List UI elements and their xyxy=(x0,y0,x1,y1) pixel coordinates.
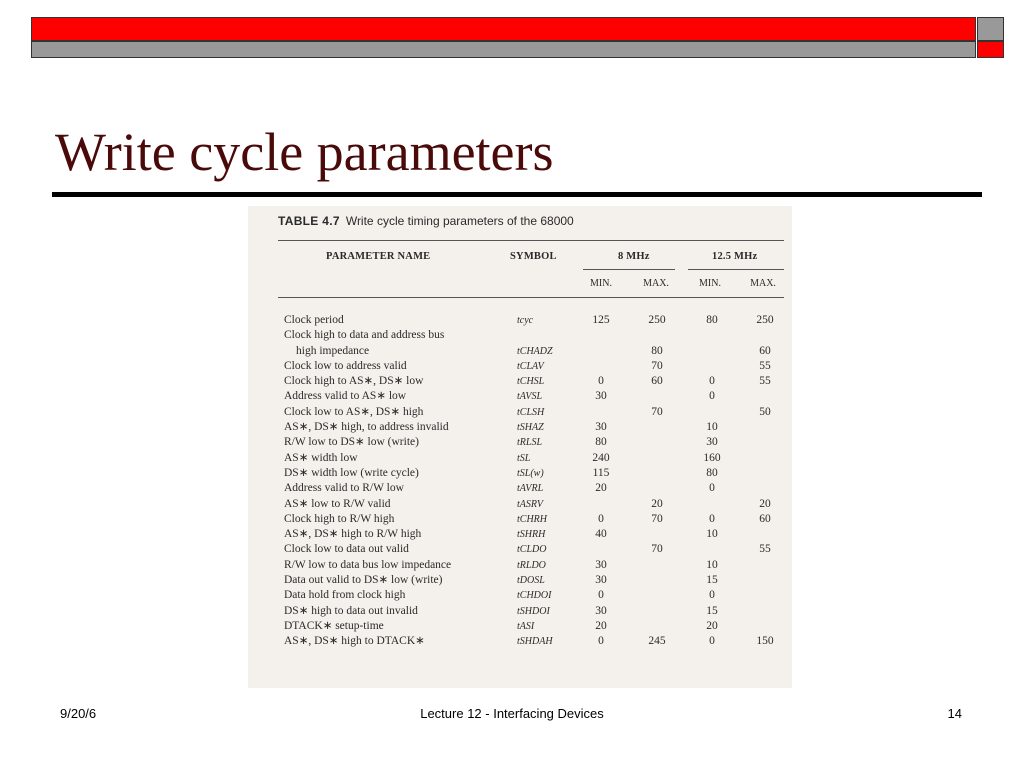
max-8mhz-cell: 250 xyxy=(648,314,666,326)
symbol-cell: tSHAZ xyxy=(517,422,544,434)
table-row xyxy=(248,619,792,634)
footer-title: Lecture 12 - Interfacing Devices xyxy=(420,706,604,721)
footer-date: 9/20/6 xyxy=(60,706,97,721)
max-12mhz-cell: 60 xyxy=(759,512,771,525)
min-12mhz-cell: 10 xyxy=(706,528,718,541)
symbol-cell: tASRV xyxy=(517,498,543,510)
header-square-red xyxy=(977,41,1004,58)
parameter-name-cell: AS∗ low to R/W valid xyxy=(284,497,391,510)
min-12mhz-cell: 0 xyxy=(709,589,715,602)
table-body xyxy=(248,313,792,650)
header-12mhz: 12.5 MHz xyxy=(712,251,758,262)
symbol-cell: tDOSL xyxy=(517,575,545,587)
parameter-name-cell: R/W low to data bus low impedance xyxy=(284,558,452,571)
title-underline xyxy=(52,192,982,197)
table-row xyxy=(248,527,792,542)
symbol-cell: tRLDO xyxy=(517,559,546,571)
max-12mhz-cell: 55 xyxy=(759,359,771,372)
header-8mhz-rule xyxy=(583,269,675,270)
header-max-12: MAX. xyxy=(750,278,776,289)
table-row xyxy=(248,374,792,389)
parameter-name-cell: Address valid to R/W low xyxy=(284,482,404,495)
symbol-cell: tcyc xyxy=(517,315,534,326)
max-8mhz-cell: 80 xyxy=(651,344,663,357)
table-caption xyxy=(278,214,574,228)
symbol-cell: tCHRH xyxy=(517,513,547,525)
table-row xyxy=(248,573,792,588)
parameter-name-cell: AS∗, DS∗ high to DTACK∗ xyxy=(284,635,425,648)
header-max-8: MAX. xyxy=(643,278,669,289)
symbol-cell: tSHRH xyxy=(517,529,546,541)
table-top-rule xyxy=(278,240,784,241)
max-12mhz-cell: 150 xyxy=(756,635,774,648)
symbol-cell: tAVRL xyxy=(517,483,544,495)
parameter-name-cell: Clock high to R/W high xyxy=(284,512,395,525)
min-8mhz-cell: 0 xyxy=(598,375,604,388)
symbol-cell: tCHDOI xyxy=(517,590,552,602)
parameter-name-cell: DS∗ high to data out invalid xyxy=(284,604,418,617)
min-8mhz-cell: 30 xyxy=(595,421,607,434)
parameter-name-cell: DTACK∗ setup-time xyxy=(284,619,384,632)
header-min-12: MIN. xyxy=(699,278,721,289)
table-row xyxy=(248,405,792,420)
min-12mhz-cell: 10 xyxy=(706,421,718,434)
max-8mhz-cell: 20 xyxy=(651,497,663,510)
parameter-name-cell: R/W low to DS∗ low (write) xyxy=(284,436,419,449)
parameter-name-cell: Clock low to address valid xyxy=(284,359,407,372)
min-8mhz-cell: 20 xyxy=(595,619,607,632)
parameter-name-cell: Clock high to AS∗, DS∗ low xyxy=(284,375,424,388)
max-8mhz-cell: 245 xyxy=(648,635,666,648)
header-symbol: SYMBOL xyxy=(510,251,557,262)
min-12mhz-cell: 0 xyxy=(709,375,715,388)
symbol-cell: tAVSL xyxy=(517,391,543,403)
max-12mhz-cell: 20 xyxy=(759,497,771,510)
min-8mhz-cell: 30 xyxy=(595,574,607,587)
parameter-name-cell: AS∗, DS∗ high, to address invalid xyxy=(284,421,449,434)
symbol-cell: tCHSL xyxy=(517,376,545,388)
table-row xyxy=(248,634,792,649)
parameter-name-cell: AS∗, DS∗ high to R/W high xyxy=(284,528,422,541)
table-row xyxy=(248,604,792,619)
min-8mhz-cell: 0 xyxy=(598,635,604,648)
max-12mhz-cell: 250 xyxy=(756,314,774,326)
table-row xyxy=(248,344,792,359)
min-12mhz-cell: 20 xyxy=(706,619,718,632)
max-12mhz-cell: 60 xyxy=(759,344,771,357)
max-12mhz-cell: 55 xyxy=(759,375,771,388)
min-12mhz-cell: 80 xyxy=(706,466,718,479)
min-12mhz-cell: 15 xyxy=(706,604,718,617)
header-parameter-name: PARAMETER NAME xyxy=(326,251,431,262)
parameter-name-cell: Data out valid to DS∗ low (write) xyxy=(284,574,443,587)
parameter-name-cell: Clock low to data out valid xyxy=(284,543,409,556)
symbol-cell: tCHADZ xyxy=(517,345,553,357)
max-12mhz-cell: 50 xyxy=(759,405,771,418)
table-row xyxy=(248,512,792,527)
min-8mhz-cell: 240 xyxy=(592,451,610,464)
header-12mhz-rule xyxy=(688,269,784,270)
table-label: TABLE 4.7 xyxy=(278,214,340,228)
parameter-name-cell: high impedance xyxy=(296,344,370,357)
max-12mhz-cell: 55 xyxy=(759,543,771,556)
table-row xyxy=(248,588,792,603)
min-8mhz-cell: 30 xyxy=(595,604,607,617)
symbol-cell: tSL(w) xyxy=(517,467,544,479)
parameter-name-cell: Clock period xyxy=(284,314,344,326)
header-bar-red xyxy=(31,17,976,41)
min-12mhz-cell: 0 xyxy=(709,512,715,525)
min-12mhz-cell: 15 xyxy=(706,574,718,587)
table-row xyxy=(248,451,792,466)
min-12mhz-cell: 80 xyxy=(706,314,718,326)
table-row xyxy=(248,328,792,343)
footer-page-number: 14 xyxy=(947,706,962,721)
min-12mhz-cell: 30 xyxy=(706,436,718,449)
min-12mhz-cell: 0 xyxy=(709,635,715,648)
table-row xyxy=(248,497,792,512)
min-8mhz-cell: 0 xyxy=(598,512,604,525)
table-row xyxy=(248,435,792,450)
symbol-cell: tSL xyxy=(517,452,531,464)
table-row xyxy=(248,359,792,374)
scanned-table-image xyxy=(248,206,792,688)
min-8mhz-cell: 30 xyxy=(595,558,607,571)
max-8mhz-cell: 70 xyxy=(651,512,663,525)
parameter-name-cell: AS∗ width low xyxy=(284,451,358,464)
min-12mhz-cell: 10 xyxy=(706,558,718,571)
min-8mhz-cell: 20 xyxy=(595,482,607,495)
table-row xyxy=(248,558,792,573)
parameter-name-cell: Address valid to AS∗ low xyxy=(284,390,407,403)
symbol-cell: tRLSL xyxy=(517,437,543,449)
min-8mhz-cell: 0 xyxy=(598,589,604,602)
table-row xyxy=(248,542,792,557)
slide-title: Write cycle parameters xyxy=(55,122,554,182)
parameter-name-cell: Clock high to data and address bus xyxy=(284,329,445,342)
min-12mhz-cell: 0 xyxy=(709,482,715,495)
min-8mhz-cell: 115 xyxy=(592,466,610,479)
table-row xyxy=(248,481,792,496)
min-8mhz-cell: 30 xyxy=(595,390,607,403)
parameter-name-cell: Data hold from clock high xyxy=(284,589,406,602)
header-bar-gray xyxy=(31,41,976,58)
max-8mhz-cell: 60 xyxy=(651,375,663,388)
symbol-cell: tASI xyxy=(517,620,535,632)
symbol-cell: tSHDAH xyxy=(517,636,553,648)
max-8mhz-cell: 70 xyxy=(651,405,663,418)
header-8mhz: 8 MHz xyxy=(618,251,650,262)
symbol-cell: tCLAV xyxy=(517,360,544,372)
min-12mhz-cell: 0 xyxy=(709,390,715,403)
parameter-name-cell: DS∗ width low (write cycle) xyxy=(284,466,419,479)
table-row xyxy=(248,466,792,481)
min-8mhz-cell: 40 xyxy=(595,528,607,541)
parameter-name-cell: Clock low to AS∗, DS∗ high xyxy=(284,405,424,418)
min-8mhz-cell: 80 xyxy=(595,436,607,449)
table-row xyxy=(248,420,792,435)
header-min-8: MIN. xyxy=(590,278,612,289)
max-8mhz-cell: 70 xyxy=(651,543,663,556)
header-square-gray xyxy=(977,17,1004,41)
min-8mhz-cell: 125 xyxy=(592,314,610,326)
table-header-rule xyxy=(278,297,784,298)
min-12mhz-cell: 160 xyxy=(703,451,721,464)
table-row xyxy=(248,313,792,328)
symbol-cell: tSHDOI xyxy=(517,605,550,617)
max-8mhz-cell: 70 xyxy=(651,359,663,372)
symbol-cell: tCLDO xyxy=(517,544,547,556)
table-row xyxy=(248,389,792,404)
symbol-cell: tCLSH xyxy=(517,406,545,418)
table-caption-text: Write cycle timing parameters of the 68000 xyxy=(345,214,574,228)
